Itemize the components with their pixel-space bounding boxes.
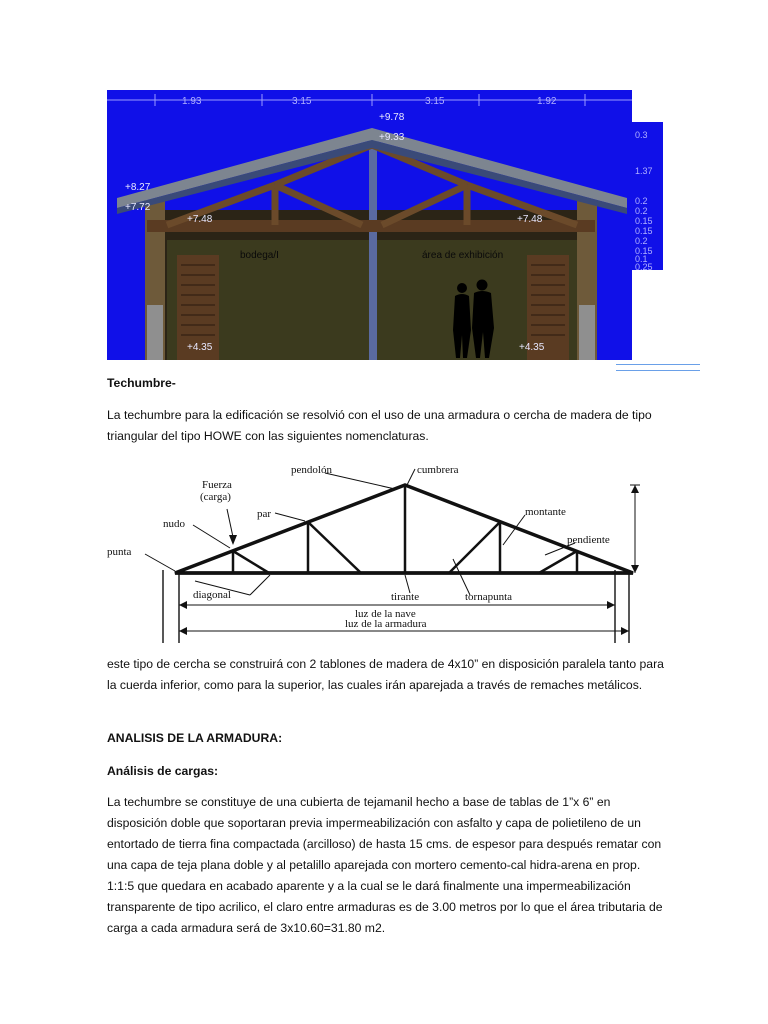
rdim-1: 0.3 [635,130,648,140]
label-par: par [257,508,272,520]
label-luz-nave: luz de la nave [355,608,416,620]
label-diagonal: diagonal [193,589,231,601]
level-772: +7.72 [125,202,151,213]
room-bodega: bodega/I [240,250,279,261]
label-luz-armadura: luz de la armadura [345,618,427,630]
level-827: +8.27 [125,182,151,193]
level-435-right: +4.35 [519,342,545,353]
dim-3: 3.15 [425,96,445,107]
rdim-9: 0.1 [635,254,648,264]
label-cumbrera: cumbrera [417,464,459,476]
label-montante: montante [525,506,566,518]
rdim-3: 0.2 [635,196,648,206]
label-pendolon: pendolón [291,464,332,476]
label-nudo: nudo [163,518,185,530]
rdim-2: 1.37 [635,166,653,176]
label-tornapunta: tornapunta [465,591,513,603]
rdim-10: 0.25 [635,262,653,272]
level-435-left: +4.35 [187,342,213,353]
label-tirante: tirante [391,591,420,603]
rdim-8: 0.15 [635,246,653,256]
label-punta: punta [107,546,132,558]
dim-2: 3.15 [292,96,312,107]
room-exhibicion: área de exhibición [422,250,504,261]
link-underline [616,370,700,371]
rdim-4: 0.2 [635,206,648,216]
paragraph-cercha: este tipo de cercha se construirá con 2 tablones de madera de 4x10” en disposición paralela tanto para la cuerda inferior, como para la superior, las cuales irán aparejada a través de remaches metálicos. [107,657,664,692]
label-fuerza: Fuerza [202,479,232,491]
paragraph-cubierta: La techumbre se constituye de una cubierta de tejamanil hecho a base de tablas de 1”x 6” en disposición doble que soportaran previa impermeabilización con asfalto y capa de polietileno de un entortado de tierra fina compactada (arcilloso) de hasta 15 cms. de espesor para después rematar con una capa de teja plana doble y al petalillo aparejada con mortero cemento-cal hidra-arena en prop. 1:1:5 que quedara en acabado aparente y a la cual se le dará finalmente una impermeabilización transparente de tipo acrilico, el claro entre armaduras es de 3.00 metros por lo que el área tributaria de carga a cada armadura será de 3x10.60=31.80 m2. [107,795,663,935]
dim-4: 1.92 [537,96,557,107]
rdim-5: 0.15 [635,216,653,226]
label-pendiente: pendiente [567,534,610,546]
level-933: +9.33 [379,132,405,143]
paragraph-intro: La techumbre para la edificación se resolvió con el uso de una armadura o cercha de madera de tipo triangular del tipo HOWE con las siguientes nomenclaturas. [107,408,652,443]
dim-1: 1.93 [182,96,202,107]
heading-techumbre: Techumbre- [107,376,176,390]
level-748-right: +7.48 [517,214,543,225]
rdim-6: 0.15 [635,226,653,236]
heading-cargas: Análisis de cargas: [107,764,219,778]
rdim-7: 0.2 [635,236,648,246]
heading-analisis: ANALISIS DE LA ARMADURA: [107,731,283,745]
truss-diagram [105,455,645,645]
level-748-left: +7.48 [187,214,213,225]
label-carga: (carga) [200,491,231,503]
level-978: +9.78 [379,112,405,123]
section-drawing [107,90,663,360]
link-underline [616,364,700,365]
